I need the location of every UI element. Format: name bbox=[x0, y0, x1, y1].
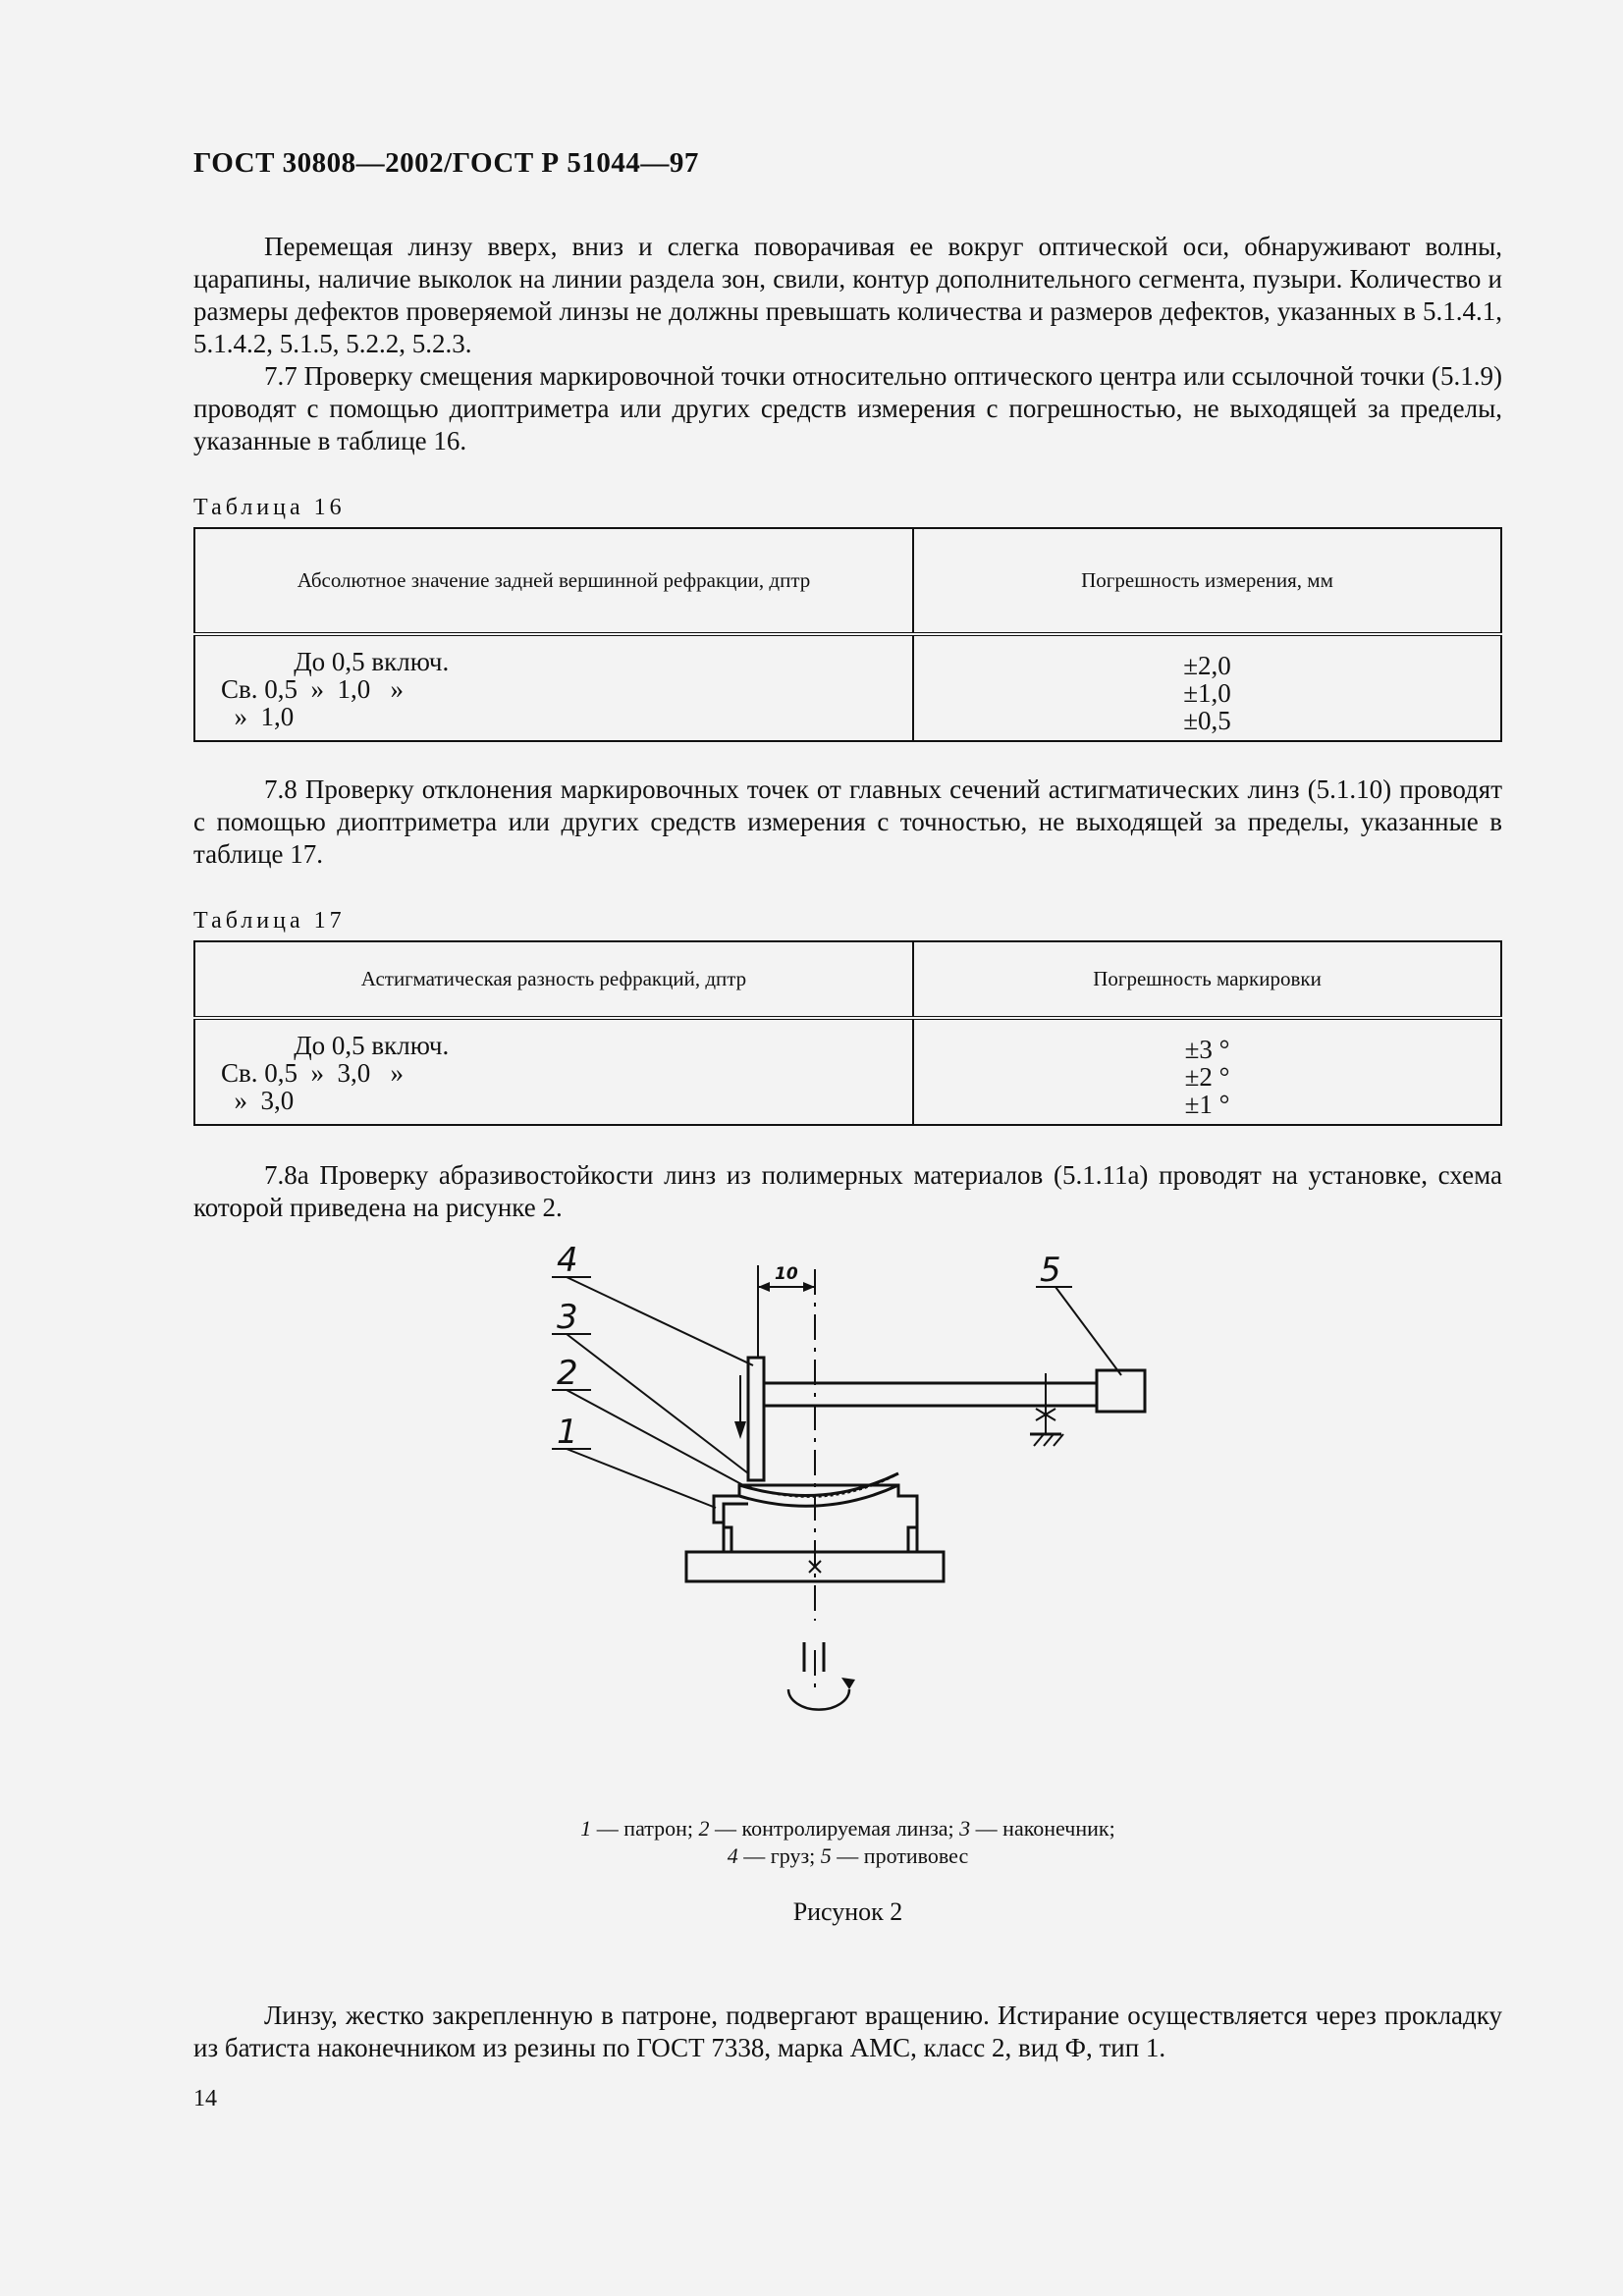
table-16-left-line: Св. 0,5 » 1,0 » bbox=[221, 674, 405, 704]
table-16-right-cell bbox=[913, 634, 1501, 741]
figure-legend-line-1 bbox=[193, 1815, 1502, 1842]
figure-label-1: 1 bbox=[557, 1413, 578, 1452]
abrasion-setup-diagram bbox=[193, 1228, 1502, 1807]
dimension-arrow-left bbox=[758, 1282, 770, 1292]
table-16-right-line: ±0,5 bbox=[1183, 706, 1231, 735]
table-17-right-line: ±1 ° bbox=[1184, 1090, 1230, 1119]
table-16-right-line: ±2,0 bbox=[1183, 651, 1231, 680]
figure-legend-line-2 bbox=[193, 1842, 1502, 1870]
table-17-right-cell bbox=[913, 1018, 1501, 1125]
paragraph-7-8: 7.8 Проверку отклонения маркировочных точек от главных сечений астигматических линз (5.1.10) проводят с помощью диоптриметра или других средств измерения с точностью, не выходящей за пределы, указанные в таблице 17. bbox=[193, 774, 1502, 869]
legend-text: — груз; bbox=[737, 1843, 821, 1868]
table-16-header-col2: Погрешность измерения, мм bbox=[913, 528, 1501, 634]
table-17-header-col1: Астигматическая разность рефракций, дптр bbox=[194, 941, 913, 1018]
rotation-arrow-arc bbox=[788, 1689, 849, 1710]
table-16-left-line: До 0,5 включ. bbox=[221, 647, 450, 676]
table-17-caption: Таблица 17 bbox=[193, 908, 346, 934]
table-16-caption: Таблица 16 bbox=[193, 495, 346, 520]
table-17-left-line: До 0,5 включ. bbox=[221, 1031, 450, 1060]
figure-title: Рисунок 2 bbox=[792, 1897, 903, 1926]
pivot-hatch bbox=[1044, 1434, 1054, 1446]
leader-5 bbox=[1055, 1287, 1121, 1375]
table-16-right-line: ±1,0 bbox=[1183, 678, 1231, 708]
legend-number: 1 bbox=[580, 1816, 592, 1841]
figure-label-2: 2 bbox=[557, 1354, 578, 1393]
legend-text: — контролируемая линза; bbox=[709, 1816, 960, 1841]
table-17 bbox=[193, 940, 1502, 1126]
figure-label-3: 3 bbox=[557, 1298, 578, 1337]
table-17-left-line: » 3,0 bbox=[221, 1086, 295, 1115]
figure-label-4: 4 bbox=[557, 1241, 578, 1280]
paragraph-7-7: 7.7 Проверку смещения маркировочной точки относительно оптического центра или ссылочной точки (5.1.9) проводят с помощью диоптриметра или других средств измерения с погрешностью, не выходящей за пределы, указанные в таблице 16. bbox=[193, 361, 1502, 455]
legend-number: 5 bbox=[820, 1843, 832, 1868]
figure-label-5: 5 bbox=[1040, 1251, 1061, 1290]
chuck-inner-left bbox=[724, 1504, 748, 1552]
page-number: 14 bbox=[193, 2086, 217, 2111]
table-16 bbox=[193, 527, 1502, 742]
table-17-left-cell bbox=[194, 1018, 913, 1125]
table-16-left-cell bbox=[194, 634, 913, 741]
figure-legend bbox=[193, 1815, 1502, 1870]
legend-number: 3 bbox=[959, 1816, 971, 1841]
document-header: ГОСТ 30808—2002/ГОСТ Р 51044—97 bbox=[193, 147, 699, 179]
document-page bbox=[193, 147, 1502, 2112]
dimension-value: 10 bbox=[775, 1264, 798, 1284]
legend-text: — патрон; bbox=[591, 1816, 699, 1841]
legend-number: 2 bbox=[698, 1816, 710, 1841]
table-16-left-line: » 1,0 bbox=[221, 702, 295, 731]
dimension-arrow-right bbox=[803, 1282, 815, 1292]
rotation-arrow-head bbox=[841, 1678, 855, 1689]
tip-rod bbox=[748, 1358, 764, 1480]
table-16-header-col1: Абсолютное значение задней вершинной рефракции, дптр bbox=[194, 528, 913, 634]
legend-text: — противовес bbox=[831, 1843, 969, 1868]
table-17-right-line: ±2 ° bbox=[1184, 1062, 1230, 1092]
legend-number: 4 bbox=[727, 1843, 738, 1868]
force-arrow-head bbox=[734, 1421, 746, 1439]
paragraph-rotation: Линзу, жестко закрепленную в патроне, подвергают вращению. Истирание осуществляется через прокладку из батиста наконечником из резины по ГОСТ 7338, марка АМС, класс 2, вид Ф, тип 1. bbox=[193, 2001, 1502, 2062]
table-17-left-line: Св. 0,5 » 3,0 » bbox=[221, 1058, 405, 1088]
paragraph-7-8a: 7.8а Проверку абразивостойкости линз из полимерных материалов (5.1.11а) проводят на установке, схема которой приведена на рисунке 2. bbox=[193, 1160, 1502, 1222]
counterweight-box bbox=[1097, 1370, 1145, 1412]
table-17-header-col2: Погрешность маркировки bbox=[913, 941, 1501, 1018]
pivot-hatch bbox=[1034, 1434, 1044, 1446]
figure-2-drawing bbox=[193, 1228, 1502, 1807]
table-17-right-line: ±3 ° bbox=[1184, 1035, 1230, 1064]
pivot-hatch bbox=[1054, 1434, 1063, 1446]
paragraph-defects: Перемещая линзу вверх, вниз и слегка поворачивая ее вокруг оптической оси, обнаруживают волны, царапины, наличие выколок на линии раздела зон, свили, контур дополнительного сегмента, пузыри. Количество и размеры дефектов проверяемой линзы не должны превышать количества и размеров дефектов, указанных в 5.1.4.1, 5.1.4.2, 5.1.5, 5.2.2, 5.2.3. bbox=[193, 232, 1502, 358]
leader-2 bbox=[567, 1390, 743, 1485]
legend-text: — наконечник; bbox=[970, 1816, 1115, 1841]
leader-4 bbox=[567, 1277, 753, 1365]
